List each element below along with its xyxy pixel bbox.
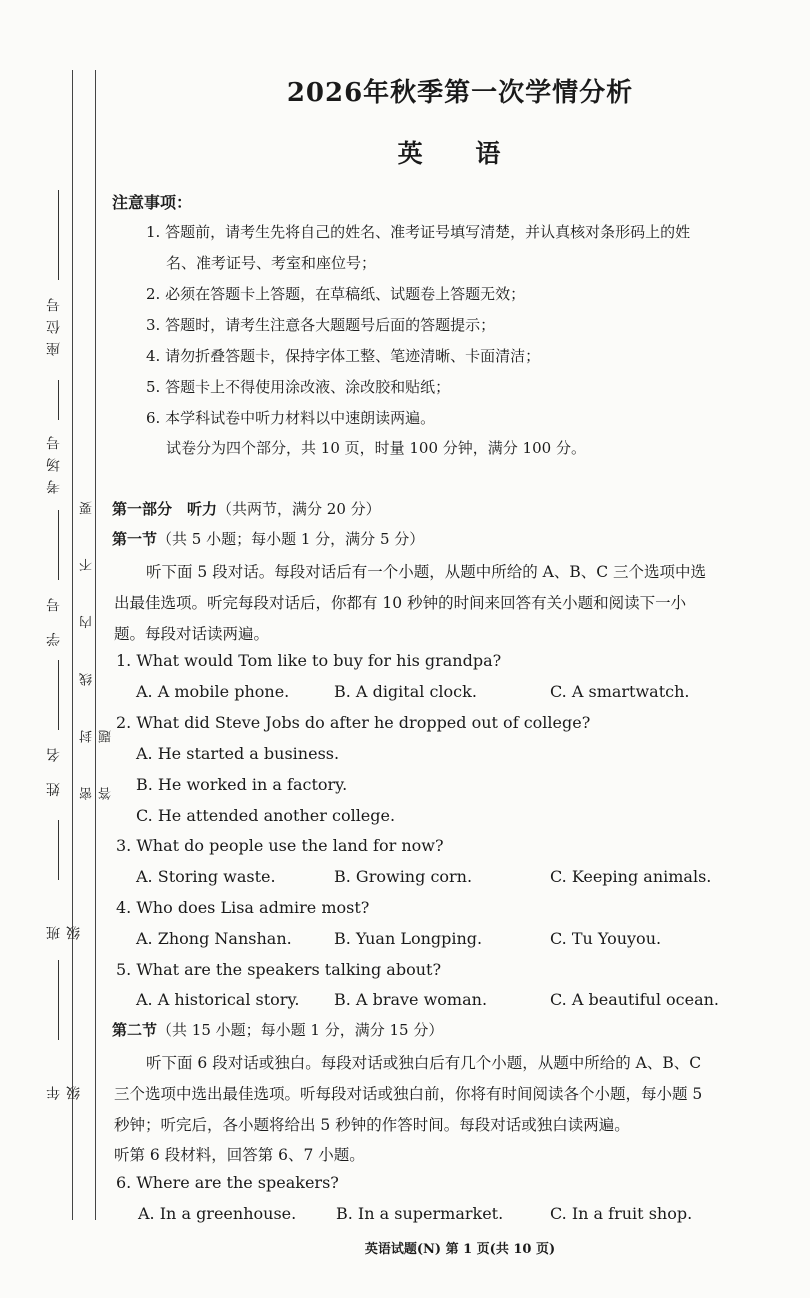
name-label: 姓 名 bbox=[46, 740, 62, 797]
section2-instructions: 三个选项中选出最佳选项。听每段对话或独白前，你将有时间阅读各个小题，每小题 5 bbox=[114, 1085, 703, 1103]
section1-heading: 第一节（共 5 小题；每小题 1 分，满分 5 分） bbox=[112, 530, 425, 548]
binding-margin bbox=[0, 0, 114, 1298]
grade-field bbox=[38, 960, 82, 1100]
part1-heading: 第一部分 听力（共两节，满分 20 分） bbox=[112, 500, 381, 518]
question-stem: 3. What do people use the land for now? bbox=[116, 836, 444, 855]
option-b: B. Yuan Longping. bbox=[334, 929, 483, 948]
option-b: B. He worked in a factory. bbox=[136, 775, 348, 794]
option-a: A. Zhong Nanshan. bbox=[136, 929, 292, 948]
question-stem: 5. What are the speakers talking about? bbox=[116, 960, 442, 979]
exam-room-label: 考场号 bbox=[46, 428, 62, 494]
exam-title: 2026年秋季第一次学情分析 bbox=[286, 78, 634, 108]
class-field bbox=[38, 820, 82, 940]
note-item: 1. 答题前，请考生先将自己的姓名、准考证号填写清楚，并认真核对条形码上的姓 bbox=[146, 223, 691, 241]
student-id-field bbox=[38, 510, 68, 650]
option-a: A. Storing waste. bbox=[136, 867, 276, 886]
subject-title: 英 语 bbox=[397, 139, 523, 168]
section1-instructions: 题。每段对话读两遍。 bbox=[114, 625, 270, 643]
note-item: 4. 请勿折叠答题卡，保持字体工整、笔迹清晰、卡面清洁； bbox=[146, 347, 541, 365]
student-id-label: 学 号 bbox=[46, 590, 62, 647]
question-stem: 6. Where are the speakers? bbox=[116, 1173, 339, 1192]
section1-instructions: 出最佳选项。听完每段对话后，你都有 10 秒钟的时间来回答有关小题和阅读下一小 bbox=[114, 594, 687, 612]
name-field bbox=[38, 660, 68, 810]
note-item: 6. 本学科试卷中听力材料以中速朗读两遍。 bbox=[146, 409, 436, 427]
option-c: C. A beautiful ocean. bbox=[550, 990, 720, 1009]
option-c: C. Tu Youyou. bbox=[550, 929, 662, 948]
option-a: A. He started a business. bbox=[136, 744, 340, 763]
class-label: 班 级 bbox=[46, 918, 82, 940]
option-c: C. He attended another college. bbox=[136, 806, 396, 825]
note-item: 2. 必须在答题卡上答题，在草稿纸、试题卷上答题无效； bbox=[146, 285, 526, 303]
notes-heading: 注意事项： bbox=[112, 193, 193, 212]
section2-instructions: 听下面 6 段对话或独白。每段对话或独白后有几个小题，从题中所给的 A、B、C bbox=[146, 1054, 702, 1072]
section1-instructions: 听下面 5 段对话。每段对话后有一个小题，从题中所给的 A、B、C 三个选项中选 bbox=[146, 563, 707, 581]
seat-number-field bbox=[38, 190, 68, 370]
section2-instructions: 秒钟；听完后，各小题将给出 5 秒钟的作答时间。每段对话或独白读两遍。 bbox=[114, 1116, 630, 1134]
material-note: 听第 6 段材料，回答第 6、7 小题。 bbox=[114, 1146, 365, 1164]
section2-heading: 第二节（共 15 小题；每小题 1 分，满分 15 分） bbox=[112, 1021, 444, 1039]
question-stem: 2. What did Steve Jobs do after he dropped out of college? bbox=[116, 713, 591, 732]
note-item: 3. 答题时，请考生注意各大题题号后面的答题提示； bbox=[146, 316, 496, 334]
option-a: A. A historical story. bbox=[136, 990, 300, 1009]
note-item: 名、准考证号、考室和座位号； bbox=[166, 254, 377, 272]
option-c: C. In a fruit shop. bbox=[550, 1204, 693, 1223]
option-a: A. In a greenhouse. bbox=[138, 1204, 297, 1223]
page-footer: 英语试题(N) 第 1 页(共 10 页) bbox=[364, 1242, 556, 1257]
seat-number-label: 座位号 bbox=[46, 290, 62, 356]
option-b: B. A brave woman. bbox=[334, 990, 488, 1009]
seal-warning-text: 密 封 线 内 不 要 答 题 bbox=[80, 481, 114, 800]
option-c: C. Keeping animals. bbox=[550, 867, 712, 886]
option-b: B. Growing corn. bbox=[334, 867, 473, 886]
exam-room-field bbox=[38, 380, 68, 500]
question-stem: 4. Who does Lisa admire most? bbox=[116, 898, 370, 917]
question-stem: 1. What would Tom like to buy for his grandpa? bbox=[116, 651, 502, 670]
seal-line-outer bbox=[72, 70, 73, 1220]
note-item: 试卷分为四个部分，共 10 页，时量 100 分钟，满分 100 分。 bbox=[166, 439, 586, 457]
option-a: A. A mobile phone. bbox=[136, 682, 290, 701]
grade-label: 年 级 bbox=[46, 1078, 82, 1100]
option-b: B. In a supermarket. bbox=[336, 1204, 504, 1223]
option-b: B. A digital clock. bbox=[334, 682, 477, 701]
note-item: 5. 答题卡上不得使用涂改液、涂改胶和贴纸； bbox=[146, 378, 451, 396]
option-c: C. A smartwatch. bbox=[550, 682, 690, 701]
